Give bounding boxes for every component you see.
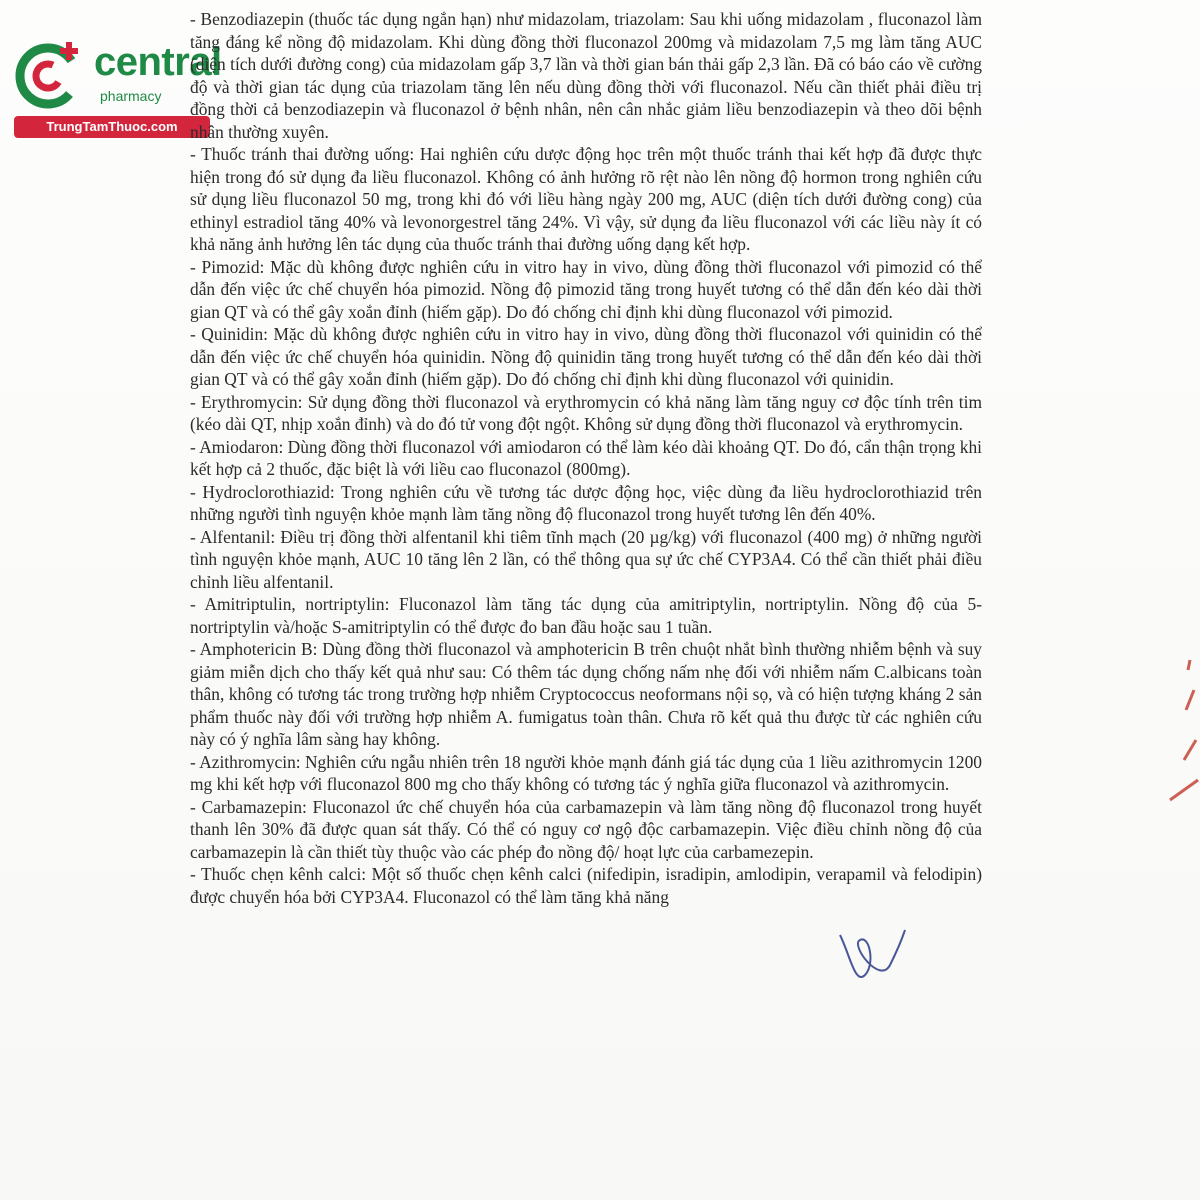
paragraph-hydroclorothiazid xyxy=(190,481,982,526)
paragraph-oral-contraceptives xyxy=(190,143,982,256)
signature-mark xyxy=(830,915,910,995)
paragraph-text: - Thuốc tránh thai đường uống: Hai nghiên cứu dược động học trên một thuốc tránh thai kết hợp đã được thực hiện trong đó sử dụng đa liều fluconazol. Không có ảnh hưởng rõ rệt nào lên nồng độ hormon trong nghiên cứu sử dụng liều fluconazol 50 mg, trong khi đó với liều hàng ngày 200 mg, AUC (diện tích dưới đường cong) của ethinyl estradiol tăng 40% và levonorgestrel tăng 24%. Vì vậy, sử dụng đa liều fluconazol với các liều này ít có khả năng ảnh hưởng lên tác dụng của thuốc tránh thai đường uống dạng kết hợp. xyxy=(190,144,982,254)
paragraph-amphotericin xyxy=(190,638,982,751)
paragraph-amitriptylin xyxy=(190,593,982,638)
paragraph-erythromycin xyxy=(190,391,982,436)
paragraph-pimozid xyxy=(190,256,982,324)
paragraph-text: - Amphotericin B: Dùng đồng thời fluconazol và amphotericin B trên chuột nhắt bình thường nhiễm bệnh và suy giảm miễn dịch cho thấy kết quả như sau: Có thêm tác dụng chống nấm nhẹ đối với nhiễm nấm C.albicans toàn thân, không có tương tác trong trường hợp nhiễm Cryptococcus neoformans nội sọ, và có hiện tượng kháng 2 sản phẩm thuốc này đối với trường hợp nhiễm A. fumigatus toàn thân. Chưa rõ kết quả thu được từ các nghiên cứu này có ý nghĩa lâm sàng hay không. xyxy=(190,639,982,749)
paragraph-text: - Carbamazepin: Fluconazol ức chế chuyển hóa của carbamazepin và làm tăng nồng độ fluconazol trong huyết thanh lên 30% đã được quan sát thấy. Có thể có nguy cơ ngộ độc carbamazepin. Việc điều chỉnh nồng độ của carbamazepin là cần thiết tùy thuộc vào các phép đo nồng độ/ hoạt lực của carbamezepin. xyxy=(190,796,982,862)
paragraph-text: - Amitriptulin, nortriptylin: Fluconazol làm tăng tác dụng của amitriptylin, nortriptylin. Nồng độ của 5-nortriptylin và/hoặc S-amitriptylin có thể được đo ban đầu hoặc sau 1 tuần. xyxy=(190,594,982,637)
paragraph-text: - Hydroclorothiazid: Trong nghiên cứu về tương tác dược động học, việc dùng đa liều hydroclorothiazid trên những người tình nguyện khỏe mạnh làm tăng nồng độ fluconazol trong huyết tương lên đến 40%. xyxy=(190,481,982,524)
logo-site-badge: TrungTamThuoc.com xyxy=(14,116,210,138)
paragraph-text: - Erythromycin: Sử dụng đồng thời fluconazol và erythromycin có khả năng làm tăng nguy cơ độc tính trên tim (kéo dài QT, nhịp xoắn đỉnh) và do đó tử vong đột ngột. Không sử dụng đồng thời fluconazol và erythromycin. xyxy=(190,391,982,434)
paragraph-text: - Quinidin: Mặc dù không được nghiên cứu in vitro hay in vivo, dùng đồng thời fluconazol với quinidin có thể dẫn đến việc ức chế chuyển hóa quinidin. Nồng độ quinidin tăng trong huyết tương có thể dẫn đến kéo dài thời gian QT và có thể gây xoắn đỉnh (hiếm gặp). Do đó chống chỉ định khi dùng fluconazol với quinidin. xyxy=(190,324,982,389)
paragraph-alfentanil xyxy=(190,526,982,594)
paragraph-azithromycin xyxy=(190,751,982,796)
paragraph-benzodiazepin xyxy=(190,8,982,143)
logo-subtitle: pharmacy xyxy=(100,88,162,104)
paragraph-quinidin xyxy=(190,323,982,391)
central-pharmacy-logo[interactable] xyxy=(8,30,222,140)
paragraph-text: - Benzodiazepin (thuốc tác dụng ngắn hạn) như midazolam, triazolam: Sau khi uống midazolam , fluconazol làm tăng đáng kể nồng độ midazolam. Khi dùng đồng thời fluconazol 200mg và midazolam 7,5 mg làm tăng AUC (diện tích dưới đường cong) của midazolam gấp 3,7 lần và thời gian bán thải gấp 2,3 lần. Đã có báo cáo về cường độ và thời gian tác dụng của triazolam tăng lên nếu dùng đồng thời với fluconazol. Nếu cần thiết phải điều trị đồng thời cả benzodiazepin và fluconazol ở bệnh nhân, nên cân nhắc giảm liều benzodiazepin và theo dõi bệnh nhân thường xuyên. xyxy=(190,9,982,142)
paragraph-carbamazepin xyxy=(190,796,982,864)
paragraph-text: - Pimozid: Mặc dù không được nghiên cứu in vitro hay in vivo, dùng đồng thời fluconazol với pimozid có thể dẫn đến việc ức chế chuyển hóa pimozid. Nồng độ pimozid tăng trong huyết tương có thể dẫn đến kéo dài thời gian QT và có thể gây xoắn đỉnh (hiếm gặp). Do đó chống chỉ định khi dùng fluconazol với pimozid. xyxy=(190,256,982,322)
paragraph-text: - Thuốc chẹn kênh calci: Một số thuốc chẹn kênh calci (nifedipin, isradipin, amlodipin, verapamil và felodipin) được chuyển hóa bởi CYP3A4. Fluconazol có thể làm tăng khả năng xyxy=(190,864,982,907)
paragraph-text: - Amiodaron: Dùng đồng thời fluconazol với amiodaron có thể làm kéo dài khoảng QT. Do đó, cẩn thận trọng khi kết hợp cả 2 thuốc, đặc biệt là với liều cao fluconazol (800mg). xyxy=(190,436,982,479)
red-stamp-fragment xyxy=(1160,650,1200,810)
document-body xyxy=(190,8,982,908)
paragraph-text: - Azithromycin: Nghiên cứu ngẫu nhiên trên 18 người khỏe mạnh đánh giá tác dụng của 1 liều azithromycin 1200 mg khi kết hợp với fluconazol 800 mg cho thấy không có tương tác ý nghĩa giữa fluconazol và azithromycin. xyxy=(190,751,982,794)
pharmacy-logo-icon xyxy=(14,38,86,110)
paragraph-calcium-channel-blockers xyxy=(190,863,982,908)
paragraph-text: - Alfentanil: Điều trị đồng thời alfentanil khi tiêm tĩnh mạch (20 µg/kg) với fluconazol (400 mg) ở những người tình nguyện khỏe mạnh, AUC 10 tăng lên 2 lần, có thể thông qua sự ức chế CYP3A4. Có thể cần thiết phải điều chỉnh liều alfentanil. xyxy=(190,526,982,592)
paragraph-amiodaron xyxy=(190,436,982,481)
logo-name: central xyxy=(94,40,222,84)
